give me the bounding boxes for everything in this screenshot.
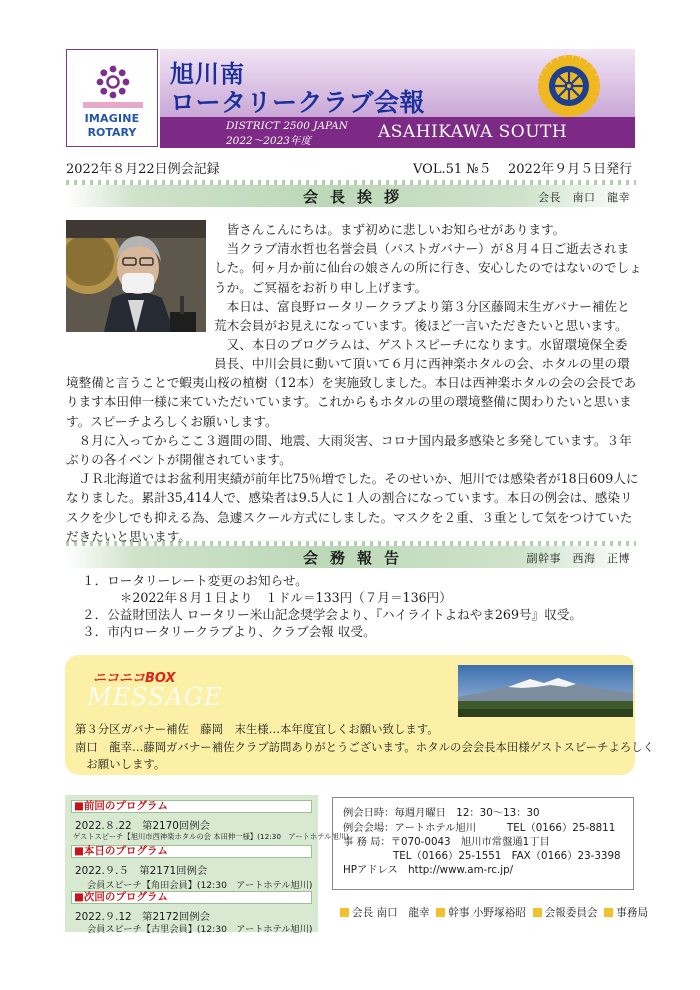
nico-message-line: 第３分区ガバナー補佐 藤岡 末生様…本年度宜しくお願い致します。 [75, 722, 439, 736]
volume-number: VOL.51 №５ [413, 162, 492, 177]
greeting-line: 境整備と言うことで蝦夷山桜の植樹（12本）を実施致しました。本日は西神楽ホタルの会の会長であ [66, 375, 637, 391]
officer-committee: 会報委員会 [544, 907, 598, 919]
report-item: １．ロータリーレート変更のお知らせ。 [82, 573, 308, 588]
office-phone: TEL（0166）25-1551 FAX（0166）23-3398 [393, 850, 621, 862]
greeting-line: す。スピーチよろしくお願いします。 [66, 413, 278, 429]
report-list [82, 572, 582, 640]
logo-divider-icon [83, 102, 143, 108]
report-heading-bar [66, 546, 636, 568]
previous-program-detail: ゲストスピーチ【旭川市西神楽ホタルの会 本田伸一様】(12:30 アートホテル旭川) [73, 832, 349, 841]
greeting-line: ＪＲ北海道ではお盆利用実績が前年比75％増でした。そのせいか、旭川では感染者が18日609人に [66, 471, 639, 487]
previous-program-date: 2022.８.22 第2170回例会 [75, 820, 211, 832]
imagine-rotary-logo [66, 49, 158, 147]
yellow-square-icon [340, 908, 349, 917]
nico-box-label: ニコニコBOX [93, 671, 176, 686]
nico-box [65, 655, 654, 775]
president-portrait [66, 220, 206, 332]
officer-president: 会長 南口 龍幸 [352, 907, 430, 919]
logo-text-rotary: ROTARY [87, 126, 137, 139]
greeting-author: 会長 南口 龍幸 [538, 191, 630, 204]
greeting-line: 当クラブ清水哲也名誉会員（パストガバナー）が８月４日ご逝去されま [214, 241, 630, 257]
greeting-line: だきたいと思います。 [66, 528, 191, 544]
today-program-detail: 会員スピーチ【角田会員】(12:30 アートホテル旭川) [87, 880, 313, 891]
today-program-heading: ■本日のプログラム [71, 845, 312, 858]
greeting-text-side [214, 220, 642, 354]
nico-messages [75, 721, 654, 774]
flower-icon [93, 62, 133, 102]
officers-row [340, 905, 648, 920]
publish-date: 2022年９月５日発行 [508, 162, 633, 177]
yellow-square-icon [604, 908, 613, 917]
meeting-record-date: 2022年８月22日例会記録 [66, 162, 220, 177]
greeting-line: ります本田伸一様に来ていただいています。これからもホタルの里の環境整備に関わりたいと思いま [66, 394, 632, 410]
meeting-day: 例会日時：毎週月曜日 12：30〜13：30 [343, 807, 540, 819]
yellow-square-icon [533, 908, 542, 917]
report-item: ３．市内ロータリークラブより、クラブ会報 収受。 [82, 624, 376, 639]
yellow-square-icon [436, 908, 445, 917]
rotary-wheel-icon [537, 54, 601, 118]
district-label: DISTRICT 2500 JAPAN [226, 120, 348, 132]
program-box [65, 795, 349, 935]
greeting-line: うか。ご冥福をお祈り申し上げます。 [214, 279, 428, 295]
officer-office: 事務局 [616, 907, 649, 919]
nico-message-line: 南口 龍幸…藤岡ガバナー補佐クラブ訪問ありがとうございます。ホタルの会会長本田様ゲストスピーチよろしく [75, 739, 654, 754]
greeting-line: した。何ヶ月か前に仙台の娘さんの所に行き、安心したのではないのでしょ [214, 260, 642, 276]
today-program-date: 2022.９.５ 第2171回例会 [75, 865, 208, 877]
homepage-address[interactable]: HPアドレス http://www.am-rc.jp/ [343, 864, 514, 876]
next-program-date: 2022.９.12 第2172回例会 [75, 911, 211, 923]
greeting-text-full [66, 354, 639, 565]
report-heading: 会務報告 [302, 549, 411, 567]
message-word: MESSAGE [87, 683, 223, 711]
report-item: ＊2022年８月１日より １ドル＝133円（７月＝136円） [82, 590, 452, 605]
next-program-heading: ■次回のプログラム [71, 891, 312, 904]
greeting-line: 荒木会員がお見えになっています。後ほど一言いただきたいと思います。 [214, 318, 628, 334]
greeting-line: 員長、中川会員に動いて頂いて６月に西神楽ホタルの会、ホタルの里の環 [214, 356, 630, 371]
greeting-line: ８月に入ってからここ３週間の間、地震、大雨災害、コロナ国内最多感染と多発しています。３年 [66, 432, 632, 448]
newsletter-title: ロータリークラブ会報 [170, 88, 426, 117]
next-program-detail: 会員スピーチ【古里会員】(12:30 アートホテル旭川) [87, 924, 313, 935]
greeting-heading-bar [66, 185, 636, 207]
greeting-line: 又、本日のプログラムは、ゲストスピーチになります。水留環境保全委 [214, 337, 628, 353]
officer-secretary: 幹事 小野塚裕昭 [448, 907, 526, 919]
club-english-name: ASAHIKAWA SOUTH [378, 122, 568, 142]
report-item: ２．公益財団法人 ロータリー米山記念奨学会より、『ハイライトよねやま269号』収受。 [82, 607, 582, 622]
fiscal-year-label: 2022〜2023年度 [226, 135, 311, 147]
nico-message-line: お願いします。 [75, 757, 166, 771]
subtitle-banner [160, 117, 635, 148]
mountain-photo [458, 665, 633, 717]
greeting-line: 皆さんこんにちは。まず初めに悲しいお知らせがあります。 [214, 222, 566, 237]
club-name-title: 旭川南 [170, 60, 245, 88]
office-address: 事 務 局：〒070-0043 旭川市常盤通1丁目 [343, 836, 550, 848]
contact-box [332, 797, 634, 890]
greeting-line: スクを少しでも抑える為、急遽スクール方式にしました。マスクを２重、３重として気をつけていた [66, 509, 633, 525]
greeting-line: なりました。累計35,414人で、感染者は9.5人に１人の割合になっています。本日の例会は、感染リ [66, 490, 633, 506]
greeting-heading: 会長挨拶 [302, 188, 411, 206]
previous-program-heading: ■前回のプログラム [71, 800, 312, 813]
meeting-venue: 例会会場：アートホテル旭川 TEL（0166）25-8811 [343, 822, 616, 834]
logo-text-imagine: IMAGINE [84, 112, 140, 125]
greeting-line: ぶりの各イベントが開催されています。 [66, 452, 292, 468]
report-author: 副幹事 西海 正博 [526, 552, 630, 565]
greeting-line: 本日は、富良野ロータリークラブより第３分区藤岡末生ガバナー補佐と [214, 298, 630, 314]
